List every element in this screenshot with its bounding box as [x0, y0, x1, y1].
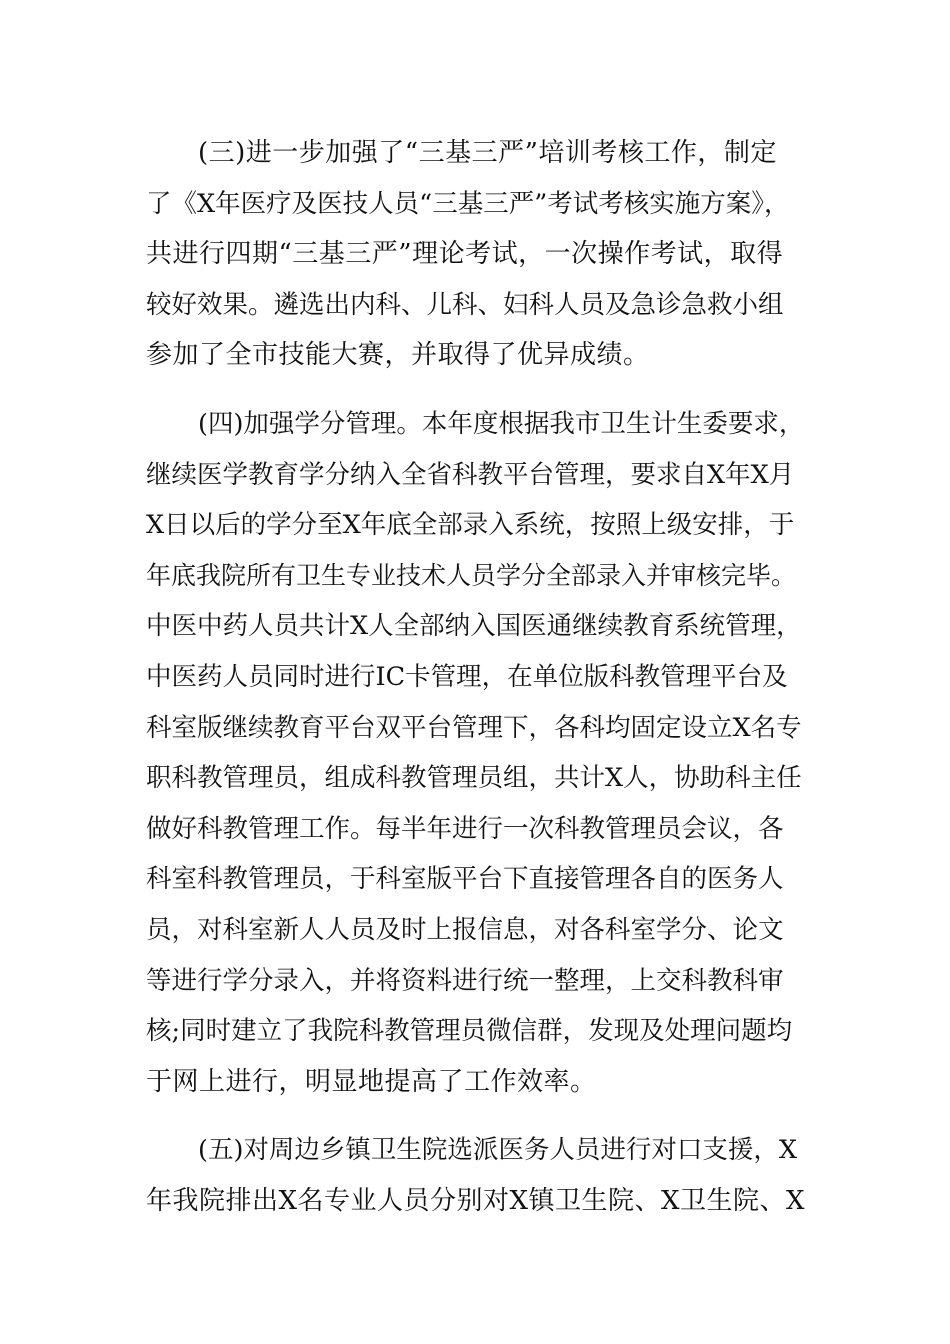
- text-line: (三)进一步加强了“三基三严”培训考核工作，制定: [198, 138, 777, 168]
- text-line: 员，对科室新人人员及时上报信息，对各科室学分、论文: [146, 914, 784, 945]
- text-line: 等进行学分录入，并将资料进行统一整理，上交科教科审: [146, 965, 784, 996]
- text-line: 较好效果。遴选出内科、儿科、妇科人员及急诊急救小组: [146, 289, 784, 320]
- text-line: 中医药人员同时进行IC卡管理，在单位版科教管理平台及: [146, 661, 788, 692]
- text-line: 于网上进行，明显地提高了工作效率。: [146, 1066, 597, 1097]
- text-line: 核;同时建立了我院科教管理员微信群，发现及处理问题均: [146, 1016, 793, 1047]
- text-line: 共进行四期“三基三严”理论考试，一次操作考试，取得: [146, 239, 784, 270]
- text-line: 科室科教管理员，于科室版平台下直接管理各自的医务人: [146, 864, 784, 895]
- text-line: 了《X年医疗及医技人员“三基三严”考试考核实施方案》，: [146, 188, 790, 219]
- text-line: 科室版继续教育平台双平台管理下，各科均固定设立X名专: [146, 712, 802, 743]
- text-line: X日以后的学分至X年底全部录入系统，按照上级安排，于: [146, 510, 795, 541]
- text-line: 职科教管理员，组成科教管理员组，共计X人，协助科主任: [146, 763, 802, 794]
- paragraph-township-support: [146, 1125, 808, 1226]
- paragraph-training-exam: [146, 128, 808, 381]
- text-line: 中医中药人员共计X人全部纳入国医通继续教育系统管理，: [146, 611, 802, 642]
- text-line: (五)对周边乡镇卫生院选派医务人员进行对口支援，X: [198, 1135, 798, 1166]
- text-line: 年底我院所有卫生专业技术人员学分全部录入并审核完毕。: [146, 560, 797, 590]
- text-line: 继续医学教育学分纳入全省科教平台管理，要求自X年X月: [146, 459, 795, 490]
- paragraph-credit-management: [146, 399, 808, 1107]
- document-body: [146, 128, 808, 1244]
- text-line: (四)加强学分管理。本年度根据我市卫生计生委要求，: [198, 408, 805, 439]
- text-line: 参加了全市技能大赛，并取得了优异成绩。: [146, 340, 650, 371]
- text-line: 做好科教管理工作。每半年进行一次科教管理员会议，各: [146, 813, 784, 844]
- text-line: 年我院排出X名专业人员分别对X镇卫生院、X卫生院、X: [146, 1185, 806, 1216]
